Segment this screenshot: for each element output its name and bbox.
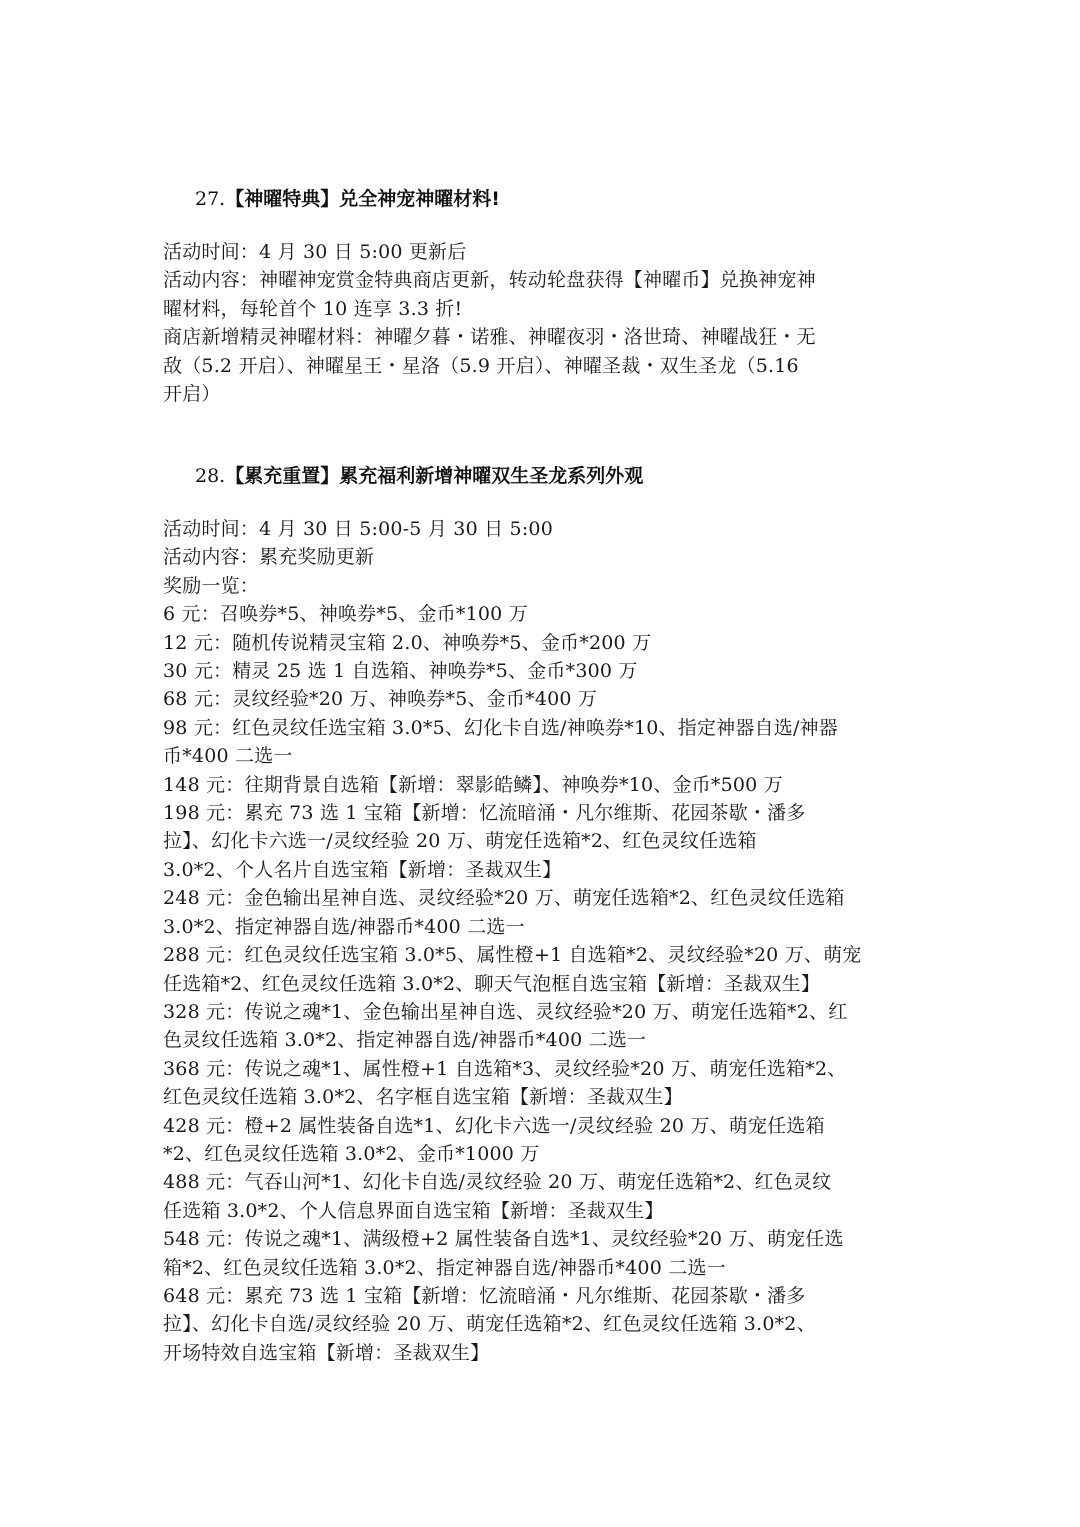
section-28-line: 12 元：随机传说精灵宝箱 2.0、神唤券*5、金币*200 万 [163, 631, 652, 654]
section-28-line: 428 元：橙+2 属性装备自选*1、幻化卡六选一/灵纹经验 20 万、萌宠任选箱 [163, 1114, 825, 1137]
section-27-title: 【神曜特典】兑全神宠神曜材料! [225, 188, 500, 210]
section-28-line: 248 元：金色输出星神自选、灵纹经验*20 万、萌宠任选箱*2、红色灵纹任选箱 [163, 887, 845, 910]
section-27-line: 曜材料，每轮首个 10 连享 3.3 折! [163, 297, 463, 320]
section-28-line: 币*400 二选一 [163, 745, 293, 768]
section-28-line: 68 元：灵纹经验*20 万、神唤券*5、金币*400 万 [163, 688, 598, 711]
section-27-heading [195, 185, 500, 213]
section-27-body [163, 238, 923, 408]
section-28-line: 任选箱 3.0*2、个人信息界面自选宝箱【新增：圣裁双生】 [163, 1199, 664, 1222]
section-28-line: 色灵纹任选箱 3.0*2、指定神器自选/神器币*400 二选一 [163, 1029, 647, 1052]
section-28-body [163, 515, 923, 1367]
section-28-number: 28. [195, 465, 226, 487]
section-28-line: 活动内容：累充奖励更新 [163, 546, 375, 569]
section-28-line: 148 元：往期背景自选箱【新增：翠影皓鳞】、神唤券*10、金币*500 万 [163, 773, 783, 796]
section-28-line: 288 元：红色灵纹任选宝箱 3.0*5、属性橙+1 自选箱*2、灵纹经验*20 万、萌宠 [163, 944, 862, 967]
section-28-line: 红色灵纹任选箱 3.0*2、名字框自选宝箱【新增：圣裁双生】 [163, 1086, 683, 1109]
section-28-line: 任选箱*2、红色灵纹任选箱 3.0*2、聊天气泡框自选宝箱【新增：圣裁双生】 [163, 972, 821, 995]
section-28-line: 3.0*2、个人名片自选宝箱【新增：圣裁双生】 [163, 858, 562, 881]
section-28-line: 648 元：累充 73 选 1 宝箱【新增：忆流暗涌・凡尔维斯、花园茶歇・潘多 [163, 1284, 806, 1307]
section-28-line: 3.0*2、指定神器自选/神器币*400 二选一 [163, 915, 525, 938]
section-27-line: 活动内容：神曜神宠赏金特典商店更新，转动轮盘获得【神曜币】兑换神宠神 [163, 269, 816, 292]
section-27-line: 商店新增精灵神曜材料：神曜夕暮・诺雅、神曜夜羽・洛世琦、神曜战狂・无 [163, 326, 816, 349]
section-28-line: 箱*2、红色灵纹任选箱 3.0*2、指定神器自选/神器币*400 二选一 [163, 1256, 726, 1279]
section-28-heading [195, 462, 643, 490]
section-27-line: 活动时间：4 月 30 日 5:00 更新后 [163, 241, 467, 263]
section-28-line: 30 元：精灵 25 选 1 自选箱、神唤券*5、金币*300 万 [163, 660, 638, 683]
section-28-line: 198 元：累充 73 选 1 宝箱【新增：忆流暗涌・凡尔维斯、花园茶歇・潘多 [163, 802, 806, 825]
section-28-line: 6 元：召唤券*5、神唤券*5、金币*100 万 [163, 603, 528, 626]
section-28-line: 活动时间：4 月 30 日 5:00-5 月 30 日 5:00 [163, 518, 554, 540]
section-28-line: 98 元：红色灵纹任选宝箱 3.0*5、幻化卡自选/神唤券*10、指定神器自选/神器 [163, 716, 838, 739]
section-27-line: 开启） [163, 383, 221, 406]
section-28-line: 368 元：传说之魂*1、属性橙+1 自选箱*3、灵纹经验*20 万、萌宠任选箱*2、 [163, 1057, 847, 1080]
section-27-number: 27. [195, 188, 226, 210]
section-28-line: 拉】、幻化卡六选一/灵纹经验 20 万、萌宠任选箱*2、红色灵纹任选箱 [163, 830, 757, 853]
section-28-line: 328 元：传说之魂*1、金色输出星神自选、灵纹经验*20 万、萌宠任选箱*2、红 [163, 1000, 848, 1023]
section-28-title: 【累充重置】累充福利新增神曜双生圣龙系列外观 [225, 465, 644, 487]
section-28-line: 开场特效自选宝箱【新增：圣裁双生】 [163, 1341, 490, 1364]
section-28-line: *2、红色灵纹任选箱 3.0*2、金币*1000 万 [163, 1142, 540, 1165]
section-28-line: 548 元：传说之魂*1、满级橙+2 属性装备自选*1、灵纹经验*20 万、萌宠任选 [163, 1228, 844, 1251]
section-28-line: 奖励一览： [163, 574, 260, 597]
section-28-line: 拉】、幻化卡自选/灵纹经验 20 万、萌宠任选箱*2、红色灵纹任选箱 3.0*2、 [163, 1313, 816, 1336]
section-28-line: 488 元：气吞山河*1、幻化卡自选/灵纹经验 20 万、萌宠任选箱*2、红色灵纹 [163, 1171, 832, 1194]
section-27-line: 敌（5.2 开启）、神曜星王・星洛（5.9 开启）、神曜圣裁・双生圣龙（5.16 [163, 354, 799, 377]
